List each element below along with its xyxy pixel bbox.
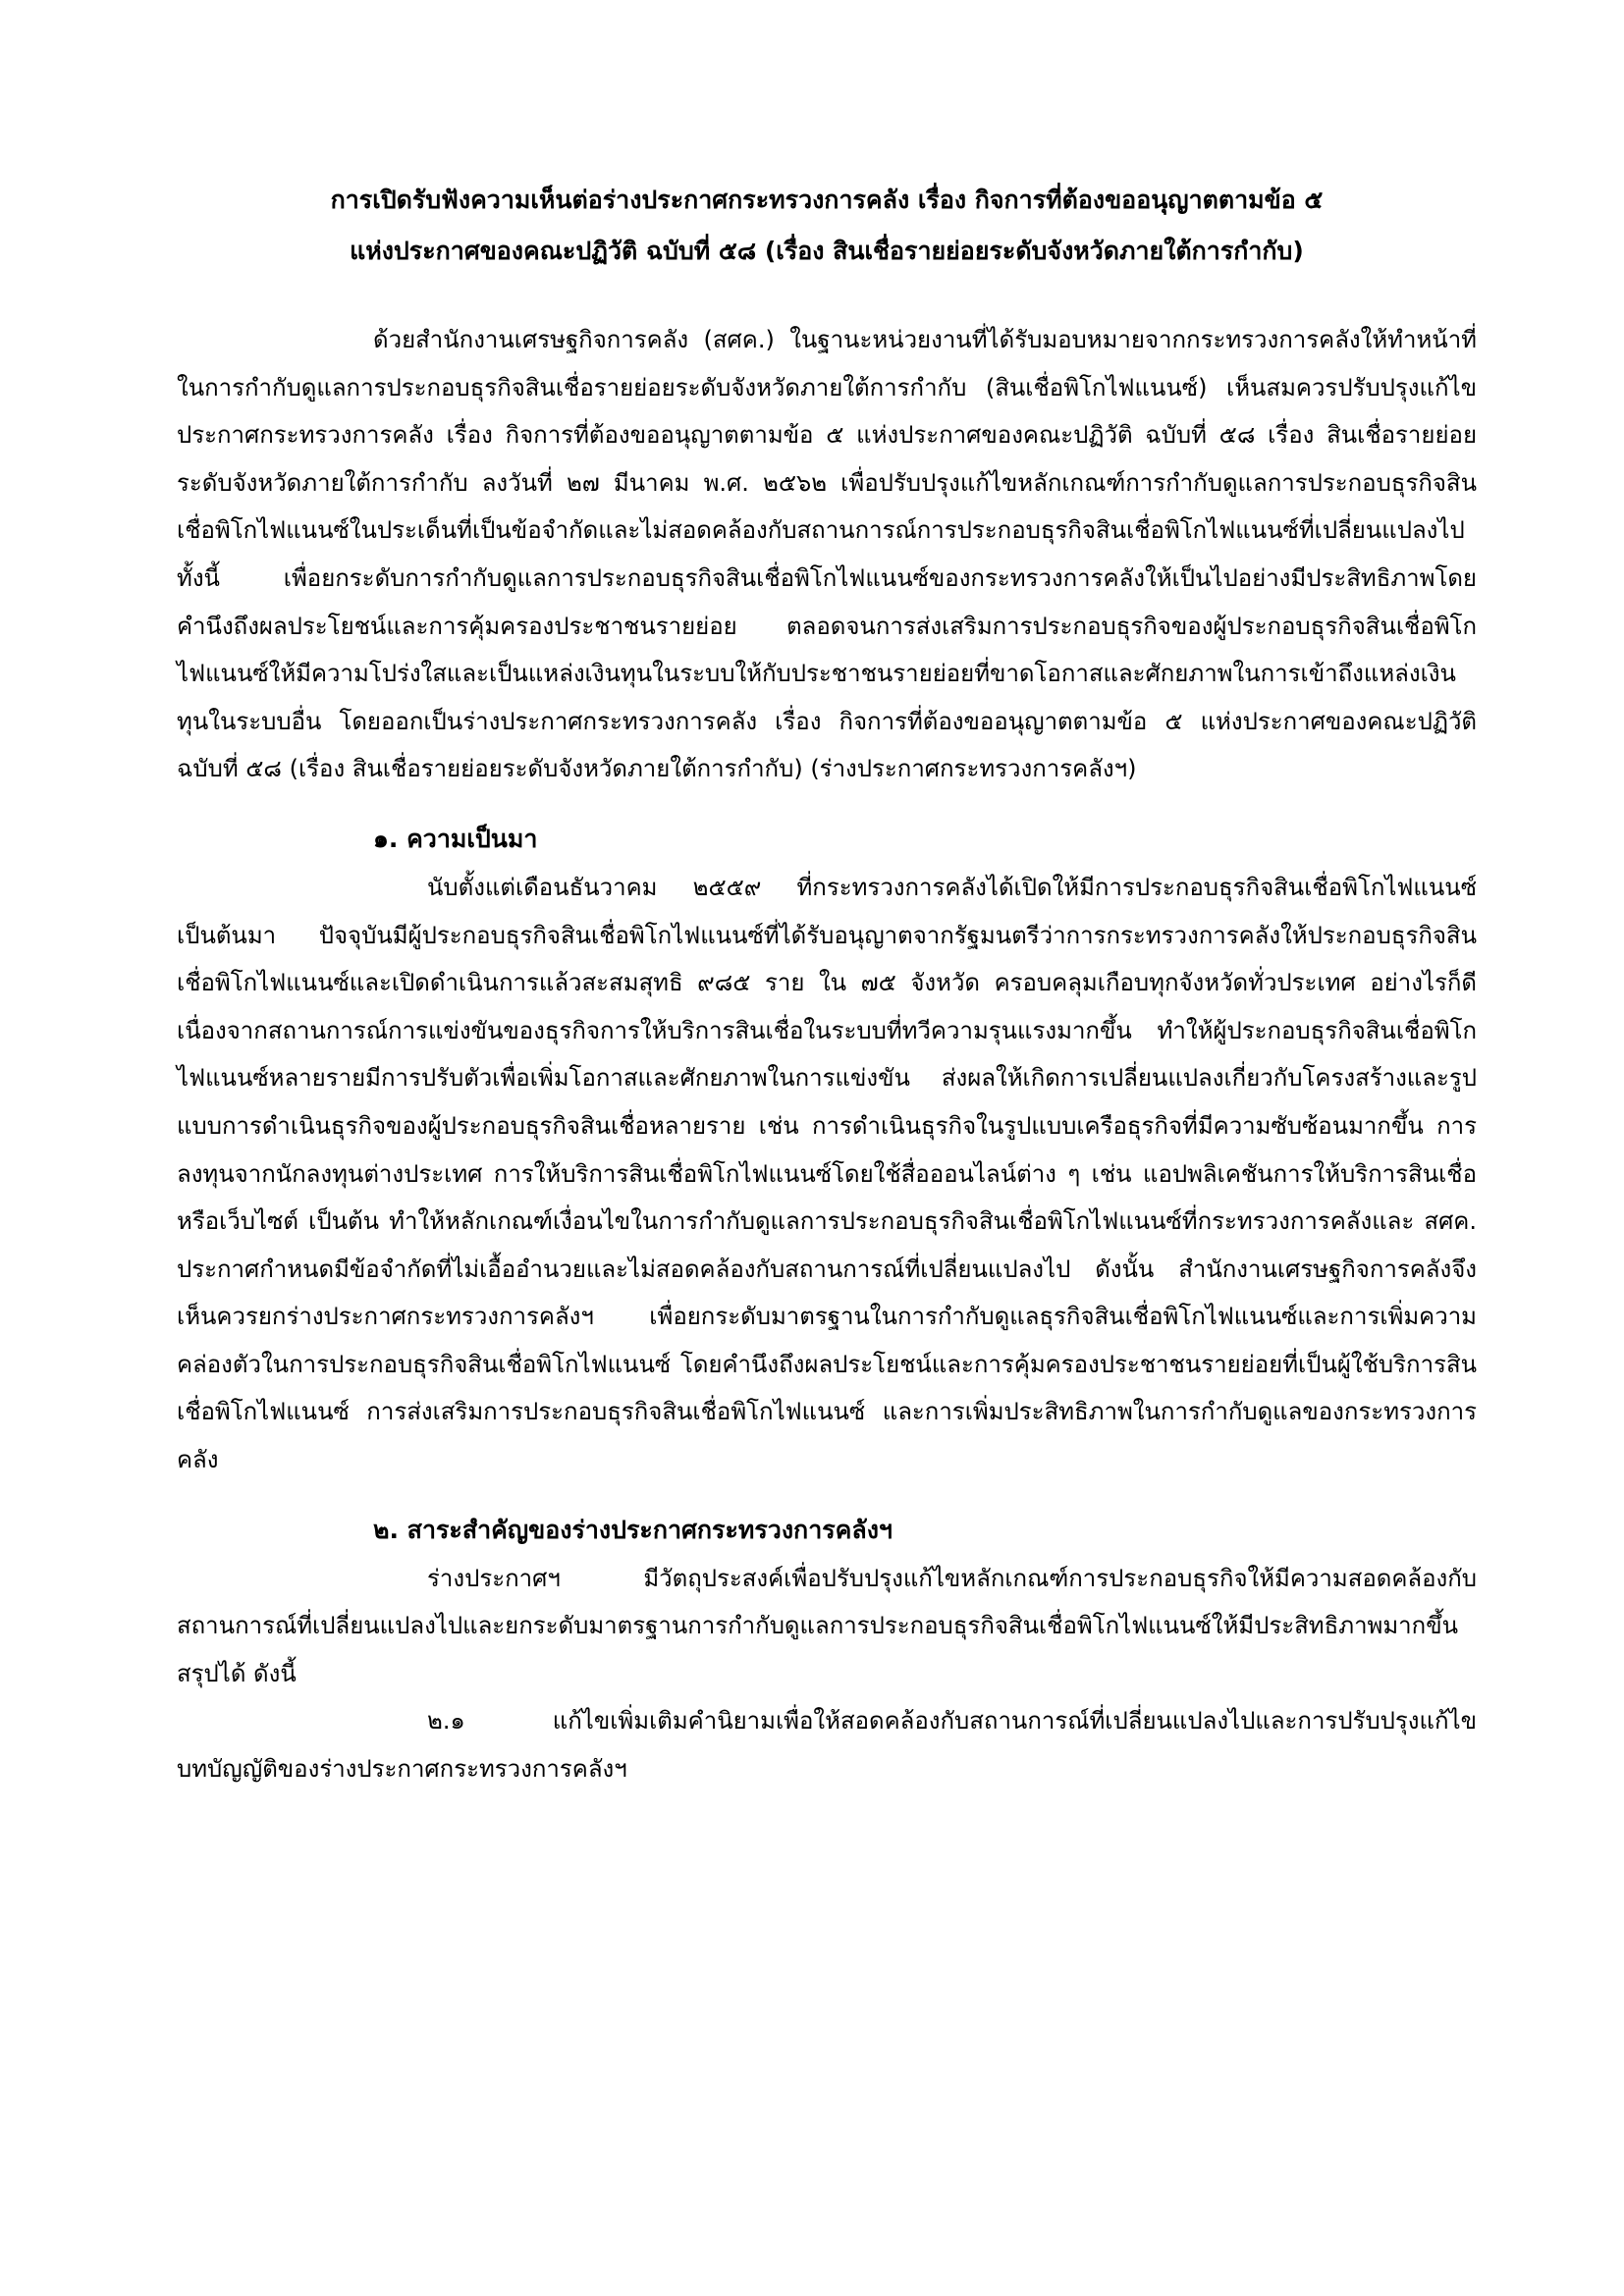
document-title <box>177 175 1477 277</box>
intro-paragraph: ด้วยสำนักงานเศรษฐกิจการคลัง (สศค.) ในฐานะหน่วยงานที่ได้รับมอบหมายจากกระทรวงการคลังให้ทำหน้าที่ในการกำกับดูแลการประกอบธุรกิจสินเชื่อรายย่อยระดับจังหวัดภายใต้การกำกับ (สินเชื่อพิโกไฟแนนซ์) เห็นสมควรปรับปรุงแก้ไขประกาศกระทรวงการคลัง เรื่อง กิจการที่ต้องขออนุญาตตามข้อ ๕ แห่งประกาศของคณะปฏิวัติ ฉบับที่ ๕๘ เรื่อง สินเชื่อรายย่อยระดับจังหวัดภายใต้การกำกับ ลงวันที่ ๒๗ มีนาคม พ.ศ. ๒๕๖๒ เพื่อปรับปรุงแก้ไขหลักเกณฑ์การกำกับดูแลการประกอบธุรกิจสินเชื่อพิโกไฟแนนซ์ในประเด็นที่เป็นข้อจำกัดและไม่สอดคล้องกับสถานการณ์การประกอบธุรกิจสินเชื่อพิโกไฟแนนซ์ที่เปลี่ยนแปลงไป ทั้งนี้ เพื่อยกระดับการกำกับดูแลการประกอบธุรกิจสินเชื่อพิโกไฟแนนซ์ของกระทรวงการคลังให้เป็นไปอย่างมีประสิทธิภาพโดยคำนึงถึงผลประโยชน์และการคุ้มครองประชาชนรายย่อย ตลอดจนการส่งเสริมการประกอบธุรกิจของผู้ประกอบธุรกิจสินเชื่อพิโกไฟแนนซ์ให้มีความโปร่งใสและเป็นแหล่งเงินทุนในระบบให้กับประชาชนรายย่อยที่ขาดโอกาสและศักยภาพในการเข้าถึงแหล่งเงินทุนในระบบอื่น โดยออกเป็นร่างประกาศกระทรวงการคลัง เรื่อง กิจการที่ต้องขออนุญาตตามข้อ ๕ แห่งประกาศของคณะปฏิวัติ ฉบับที่ ๕๘ (เรื่อง สินเชื่อรายย่อยระดับจังหวัดภายใต้การกำกับ) (ร่างประกาศกระทรวงการคลังฯ) <box>177 326 1477 783</box>
section-2-1-paragraph: ๒.๑ แก้ไขเพิ่มเติมคำนิยามเพื่อให้สอดคล้องกับสถานการณ์ที่เปลี่ยนแปลงไปและการปรับปรุงแก้ไขบทบัญญัติของร่างประกาศกระทรวงการคลังฯ <box>177 1707 1477 1784</box>
section-1-body: นับตั้งแต่เดือนธันวาคม ๒๕๕๙ ที่กระทรวงการคลังได้เปิดให้มีการประกอบธุรกิจสินเชื่อพิโกไฟแนนซ์เป็นต้นมา ปัจจุบันมีผู้ประกอบธุรกิจสินเชื่อพิโกไฟแนนซ์ที่ได้รับอนุญาตจากรัฐมนตรีว่าการกระทรวงการคลังให้ประกอบธุรกิจสินเชื่อพิโกไฟแนนซ์และเปิดดำเนินการแล้วสะสมสุทธิ ๙๘๕ ราย ใน ๗๕ จังหวัด ครอบคลุมเกือบทุกจังหวัดทั่วประเทศ อย่างไรก็ดี เนื่องจากสถานการณ์การแข่งขันของธุรกิจการให้บริการสินเชื่อในระบบที่ทวีความรุนแรงมากขึ้น ทำให้ผู้ประกอบธุรกิจสินเชื่อพิโกไฟแนนซ์หลายรายมีการปรับตัวเพื่อเพิ่มโอกาสและศักยภาพในการแข่งขัน ส่งผลให้เกิดการเปลี่ยนแปลงเกี่ยวกับโครงสร้างและรูปแบบการดำเนินธุรกิจของผู้ประกอบธุรกิจสินเชื่อหลายราย เช่น การดำเนินธุรกิจในรูปแบบเครือธุรกิจที่มีความซับซ้อนมากขึ้น การลงทุนจากนักลงทุนต่างประเทศ การให้บริการสินเชื่อพิโกไฟแนนซ์โดยใช้สื่อออนไลน์ต่าง ๆ เช่น แอปพลิเคชันการให้บริการสินเชื่อ หรือเว็บไซต์ เป็นต้น ทำให้หลักเกณฑ์เงื่อนไขในการกำกับดูแลการประกอบธุรกิจสินเชื่อพิโกไฟแนนซ์ที่กระทรวงการคลังและ สศค. ประกาศกำหนดมีข้อจำกัดที่ไม่เอื้ออำนวยและไม่สอดคล้องกับสถานการณ์ที่เปลี่ยนแปลงไป ดังนั้น สำนักงานเศรษฐกิจการคลังจึงเห็นควรยกร่างประกาศกระทรวงการคลังฯ เพื่อยกระดับมาตรฐานในการกำกับดูแลธุรกิจสินเชื่อพิโกไฟแนนซ์และการเพิ่มความคล่องตัวในการประกอบธุรกิจสินเชื่อพิโกไฟแนนซ์ โดยคำนึงถึงผลประโยชน์และการคุ้มครองประชาชนรายย่อยที่เป็นผู้ใช้บริการสินเชื่อพิโกไฟแนนซ์ การส่งเสริมการประกอบธุรกิจสินเชื่อพิโกไฟแนนซ์ และการเพิ่มประสิทธิภาพในการกำกับดูแลของกระทรวงการคลัง <box>177 873 1478 1474</box>
section-2-heading: ๒. สาระสำคัญของร่างประกาศกระทรวงการคลังฯ <box>373 1515 893 1544</box>
section-1-heading: ๑. ความเป็นมา <box>373 824 538 853</box>
title-line-2: แห่งประกาศของคณะปฏิวัติ ฉบับที่ ๕๘ (เรื่อง สินเชื่อรายย่อยระดับจังหวัดภายใต้การกำกับ) <box>350 237 1304 265</box>
title-line-1: การเปิดรับฟังความเห็นต่อร่างประกาศกระทรวงการคลัง เรื่อง กิจการที่ต้องขออนุญาตตามข้อ ๕ <box>330 186 1324 214</box>
section-2-body: ร่างประกาศฯ มีวัตถุประสงค์เพื่อปรับปรุงแก้ไขหลักเกณฑ์การประกอบธุรกิจให้มีความสอดคล้องกับสถานการณ์ที่เปลี่ยนแปลงไปและยกระดับมาตรฐานการกำกับดูแลการประกอบธุรกิจสินเชื่อพิโกไฟแนนซ์ให้มีประสิทธิภาพมากขึ้น สรุปได้ ดังนี้ <box>177 1564 1477 1687</box>
